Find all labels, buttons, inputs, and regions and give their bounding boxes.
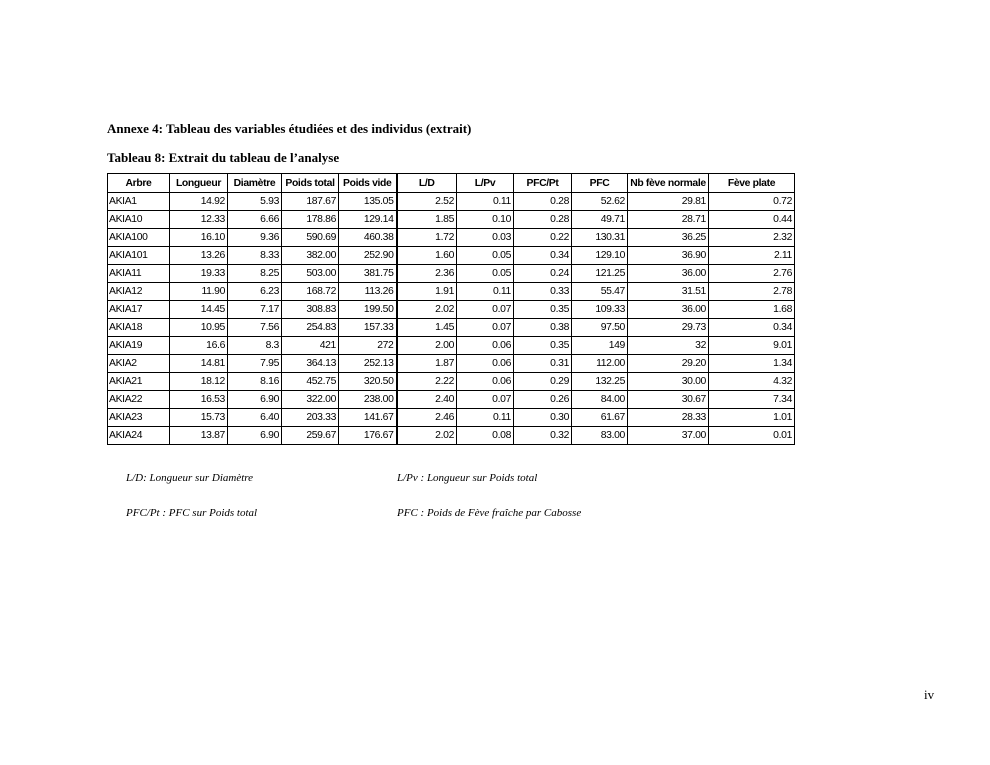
- value-cell: 2.11: [709, 247, 795, 265]
- column-header: Arbre: [108, 174, 170, 193]
- column-header: L/D: [397, 174, 457, 193]
- value-cell: 1.34: [709, 355, 795, 373]
- value-cell: 30.67: [628, 391, 709, 409]
- tree-id-cell: AKIA18: [108, 319, 170, 337]
- value-cell: 2.22: [397, 373, 457, 391]
- table-row: [108, 355, 795, 373]
- value-cell: 29.20: [628, 355, 709, 373]
- value-cell: 97.50: [572, 319, 628, 337]
- table-row: [108, 319, 795, 337]
- tree-id-cell: AKIA19: [108, 337, 170, 355]
- table-caption: Tableau 8: Extrait du tableau de l’analyse: [107, 150, 340, 165]
- value-cell: 1.85: [397, 211, 457, 229]
- value-cell: 29.81: [628, 193, 709, 211]
- value-cell: 0.11: [457, 283, 514, 301]
- table-row: [108, 427, 795, 445]
- value-cell: 6.90: [228, 391, 282, 409]
- tree-id-cell: AKIA100: [108, 229, 170, 247]
- value-cell: 1.91: [397, 283, 457, 301]
- value-cell: 28.33: [628, 409, 709, 427]
- value-cell: 178.86: [282, 211, 339, 229]
- column-header: Longueur: [170, 174, 228, 193]
- value-cell: 84.00: [572, 391, 628, 409]
- value-cell: 272: [339, 337, 397, 355]
- value-cell: 29.73: [628, 319, 709, 337]
- column-header: PFC/Pt: [514, 174, 572, 193]
- value-cell: 0.03: [457, 229, 514, 247]
- value-cell: 8.25: [228, 265, 282, 283]
- value-cell: 37.00: [628, 427, 709, 445]
- value-cell: 0.07: [457, 391, 514, 409]
- page-number: iv: [924, 687, 935, 702]
- table-row: [108, 265, 795, 283]
- value-cell: 0.07: [457, 301, 514, 319]
- value-cell: 0.72: [709, 193, 795, 211]
- value-cell: 238.00: [339, 391, 397, 409]
- value-cell: 308.83: [282, 301, 339, 319]
- value-cell: 0.08: [457, 427, 514, 445]
- value-cell: 322.00: [282, 391, 339, 409]
- value-cell: 9.01: [709, 337, 795, 355]
- value-cell: 364.13: [282, 355, 339, 373]
- value-cell: 0.05: [457, 265, 514, 283]
- value-cell: 6.40: [228, 409, 282, 427]
- value-cell: 13.26: [170, 247, 228, 265]
- value-cell: 55.47: [572, 283, 628, 301]
- value-cell: 0.44: [709, 211, 795, 229]
- value-cell: 141.67: [339, 409, 397, 427]
- value-cell: 28.71: [628, 211, 709, 229]
- value-cell: 0.33: [514, 283, 572, 301]
- value-cell: 1.68: [709, 301, 795, 319]
- column-header: Fève plate: [709, 174, 795, 193]
- value-cell: 1.87: [397, 355, 457, 373]
- value-cell: 14.92: [170, 193, 228, 211]
- value-cell: 503.00: [282, 265, 339, 283]
- value-cell: 2.40: [397, 391, 457, 409]
- data-table: [107, 173, 795, 445]
- value-cell: 2.32: [709, 229, 795, 247]
- value-cell: 149: [572, 337, 628, 355]
- column-header: PFC: [572, 174, 628, 193]
- value-cell: 460.38: [339, 229, 397, 247]
- value-cell: 18.12: [170, 373, 228, 391]
- value-cell: 452.75: [282, 373, 339, 391]
- note-pfcpt: PFC/Pt : PFC sur Poids total: [126, 507, 258, 519]
- value-cell: 381.75: [339, 265, 397, 283]
- table-row: [108, 391, 795, 409]
- value-cell: 0.34: [514, 247, 572, 265]
- value-cell: 7.17: [228, 301, 282, 319]
- value-cell: 0.10: [457, 211, 514, 229]
- value-cell: 0.30: [514, 409, 572, 427]
- value-cell: 61.67: [572, 409, 628, 427]
- table-row: [108, 283, 795, 301]
- value-cell: 0.22: [514, 229, 572, 247]
- note-ld: L/D: Longueur sur Diamètre: [126, 472, 254, 484]
- value-cell: 14.81: [170, 355, 228, 373]
- value-cell: 0.35: [514, 301, 572, 319]
- value-cell: 7.95: [228, 355, 282, 373]
- tree-id-cell: AKIA2: [108, 355, 170, 373]
- value-cell: 320.50: [339, 373, 397, 391]
- tree-id-cell: AKIA21: [108, 373, 170, 391]
- value-cell: 0.34: [709, 319, 795, 337]
- value-cell: 0.06: [457, 373, 514, 391]
- value-cell: 252.13: [339, 355, 397, 373]
- value-cell: 2.76: [709, 265, 795, 283]
- value-cell: 176.67: [339, 427, 397, 445]
- value-cell: 10.95: [170, 319, 228, 337]
- value-cell: 11.90: [170, 283, 228, 301]
- note-lpv: L/Pv : Longueur sur Poids total: [397, 472, 538, 484]
- tree-id-cell: AKIA12: [108, 283, 170, 301]
- value-cell: 157.33: [339, 319, 397, 337]
- value-cell: 2.52: [397, 193, 457, 211]
- value-cell: 0.24: [514, 265, 572, 283]
- value-cell: 16.6: [170, 337, 228, 355]
- value-cell: 4.32: [709, 373, 795, 391]
- column-header: Diamètre: [228, 174, 282, 193]
- value-cell: 5.93: [228, 193, 282, 211]
- note-pfc: PFC : Poids de Fève fraîche par Cabosse: [397, 507, 582, 519]
- table-row: [108, 247, 795, 265]
- tree-id-cell: AKIA22: [108, 391, 170, 409]
- table-row: [108, 337, 795, 355]
- value-cell: 31.51: [628, 283, 709, 301]
- value-cell: 9.36: [228, 229, 282, 247]
- value-cell: 0.06: [457, 355, 514, 373]
- column-header: Poids vide: [339, 174, 397, 193]
- value-cell: 203.33: [282, 409, 339, 427]
- column-header: Poids total: [282, 174, 339, 193]
- value-cell: 259.67: [282, 427, 339, 445]
- value-cell: 132.25: [572, 373, 628, 391]
- value-cell: 199.50: [339, 301, 397, 319]
- value-cell: 2.00: [397, 337, 457, 355]
- tree-id-cell: AKIA101: [108, 247, 170, 265]
- value-cell: 254.83: [282, 319, 339, 337]
- value-cell: 2.02: [397, 427, 457, 445]
- value-cell: 0.07: [457, 319, 514, 337]
- table-header-row: [108, 174, 795, 193]
- value-cell: 15.73: [170, 409, 228, 427]
- value-cell: 0.28: [514, 193, 572, 211]
- value-cell: 0.26: [514, 391, 572, 409]
- value-cell: 36.00: [628, 301, 709, 319]
- value-cell: 1.01: [709, 409, 795, 427]
- value-cell: 2.78: [709, 283, 795, 301]
- value-cell: 6.90: [228, 427, 282, 445]
- table-row: [108, 301, 795, 319]
- value-cell: 30.00: [628, 373, 709, 391]
- value-cell: 168.72: [282, 283, 339, 301]
- value-cell: 2.36: [397, 265, 457, 283]
- value-cell: 1.45: [397, 319, 457, 337]
- table-row: [108, 211, 795, 229]
- value-cell: 121.25: [572, 265, 628, 283]
- value-cell: 129.14: [339, 211, 397, 229]
- value-cell: 16.53: [170, 391, 228, 409]
- value-cell: 0.11: [457, 193, 514, 211]
- value-cell: 129.10: [572, 247, 628, 265]
- value-cell: 2.02: [397, 301, 457, 319]
- value-cell: 135.05: [339, 193, 397, 211]
- value-cell: 0.05: [457, 247, 514, 265]
- value-cell: 382.00: [282, 247, 339, 265]
- value-cell: 0.35: [514, 337, 572, 355]
- value-cell: 36.00: [628, 265, 709, 283]
- value-cell: 0.28: [514, 211, 572, 229]
- value-cell: 0.01: [709, 427, 795, 445]
- value-cell: 19.33: [170, 265, 228, 283]
- value-cell: 0.11: [457, 409, 514, 427]
- tree-id-cell: AKIA1: [108, 193, 170, 211]
- value-cell: 590.69: [282, 229, 339, 247]
- value-cell: 6.23: [228, 283, 282, 301]
- tree-id-cell: AKIA11: [108, 265, 170, 283]
- value-cell: 421: [282, 337, 339, 355]
- tree-id-cell: AKIA23: [108, 409, 170, 427]
- value-cell: 2.46: [397, 409, 457, 427]
- value-cell: 14.45: [170, 301, 228, 319]
- value-cell: 252.90: [339, 247, 397, 265]
- value-cell: 16.10: [170, 229, 228, 247]
- value-cell: 6.66: [228, 211, 282, 229]
- tree-id-cell: AKIA17: [108, 301, 170, 319]
- value-cell: 32: [628, 337, 709, 355]
- value-cell: 7.56: [228, 319, 282, 337]
- column-header: L/Pv: [457, 174, 514, 193]
- value-cell: 1.60: [397, 247, 457, 265]
- annex-heading: Annexe 4: Tableau des variables étudiées et des individus (extrait): [107, 121, 472, 136]
- tree-id-cell: AKIA24: [108, 427, 170, 445]
- value-cell: 112.00: [572, 355, 628, 373]
- value-cell: 36.25: [628, 229, 709, 247]
- table-row: [108, 373, 795, 391]
- value-cell: 0.31: [514, 355, 572, 373]
- value-cell: 187.67: [282, 193, 339, 211]
- value-cell: 83.00: [572, 427, 628, 445]
- value-cell: 36.90: [628, 247, 709, 265]
- value-cell: 52.62: [572, 193, 628, 211]
- table-body: [108, 193, 795, 445]
- value-cell: 12.33: [170, 211, 228, 229]
- table-row: [108, 193, 795, 211]
- value-cell: 0.29: [514, 373, 572, 391]
- column-header: Nb fève normale: [628, 174, 709, 193]
- value-cell: 109.33: [572, 301, 628, 319]
- tree-id-cell: AKIA10: [108, 211, 170, 229]
- value-cell: 7.34: [709, 391, 795, 409]
- value-cell: 130.31: [572, 229, 628, 247]
- value-cell: 13.87: [170, 427, 228, 445]
- value-cell: 113.26: [339, 283, 397, 301]
- table-row: [108, 229, 795, 247]
- value-cell: 0.38: [514, 319, 572, 337]
- value-cell: 8.33: [228, 247, 282, 265]
- value-cell: 1.72: [397, 229, 457, 247]
- value-cell: 0.06: [457, 337, 514, 355]
- table-row: [108, 409, 795, 427]
- value-cell: 8.3: [228, 337, 282, 355]
- value-cell: 8.16: [228, 373, 282, 391]
- value-cell: 0.32: [514, 427, 572, 445]
- value-cell: 49.71: [572, 211, 628, 229]
